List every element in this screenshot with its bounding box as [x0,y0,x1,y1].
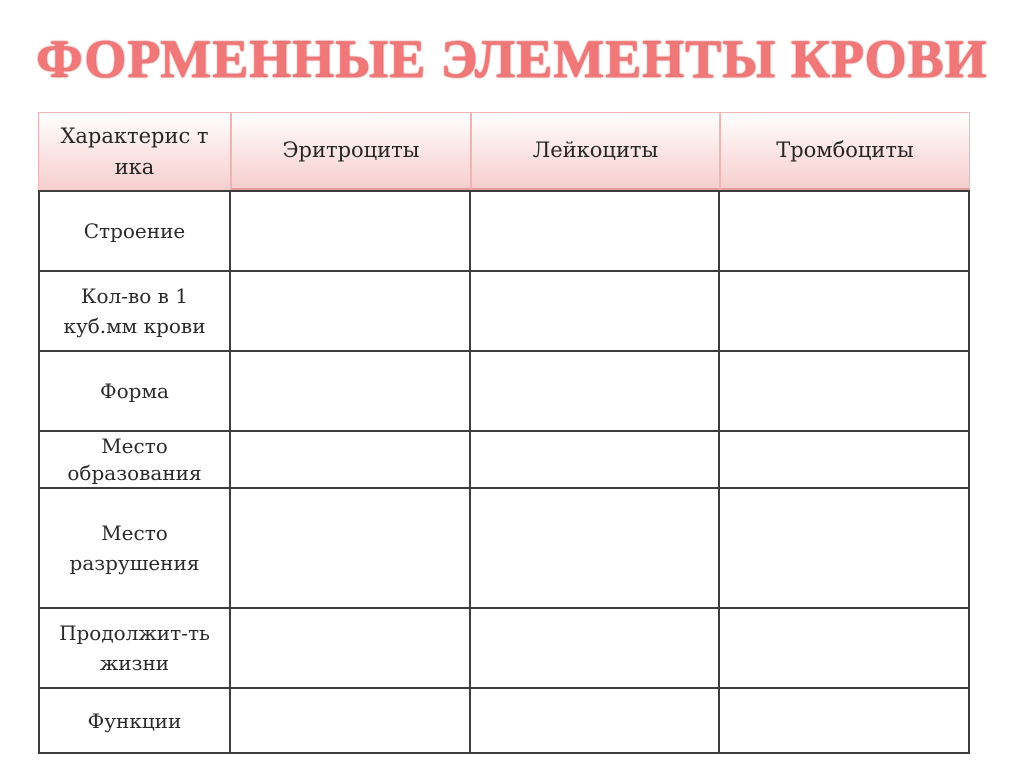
page-title: ФОРМЕННЫЕ ЭЛЕМЕНТЫ КРОВИ [36,29,988,89]
table-cell [231,352,469,430]
table-cell [720,432,968,487]
header-erythrocytes-label: Эритроциты [282,138,420,162]
table-cell [231,272,469,350]
table-cell [471,609,718,687]
header-platelets-label: Тромбоциты [776,138,914,162]
data-table [38,190,970,754]
table-cell [471,489,718,607]
table-cell [720,689,968,752]
table-cell [471,432,718,487]
table-cell [720,352,968,430]
table-cell [471,352,718,430]
row-label-shape: Форма [40,352,229,430]
row-label-count: Кол-во в 1 куб.мм крови [40,272,229,350]
table-cell [720,609,968,687]
table-cell [471,689,718,752]
table-cell [471,272,718,350]
table-cell [231,192,469,270]
table-cell [720,272,968,350]
table-cell [720,192,968,270]
row-label-functions: Функции [40,689,229,752]
header-erythrocytes [231,112,471,190]
table-cell [471,192,718,270]
header-characteristic [38,112,231,192]
row-label-lifespan: Продолжит-ть жизни [40,609,229,687]
table-cell [720,489,968,607]
header-characteristic-label: Характерис тика [60,123,209,179]
table-cell [231,609,469,687]
header-leukocytes-label: Лейкоциты [532,138,659,162]
row-label-structure: Строение [40,192,229,270]
table-cell [231,689,469,752]
header-platelets [720,112,970,190]
header-leukocytes [471,112,720,190]
table-cell [231,489,469,607]
row-label-origin: Место образования [40,432,229,487]
row-label-destruction: Место разрушения [40,489,229,607]
table-cell [231,432,469,487]
